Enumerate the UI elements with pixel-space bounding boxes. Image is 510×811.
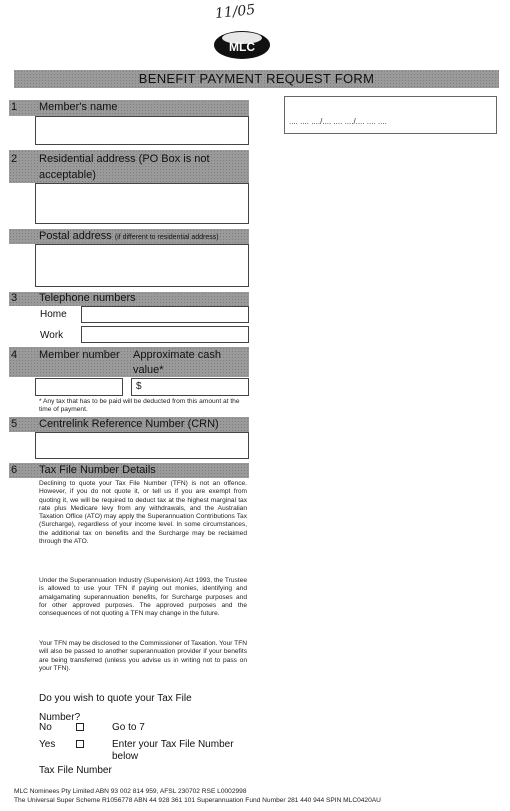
footer-line-2: The Universal Super Scheme R1056778 ABN 44 928 361 101 Superannuation Fund Number 281 440 944 SPIN MLC0420AU (14, 797, 381, 804)
section-2-title: Residential address (PO Box is not acceptable) (39, 153, 210, 181)
yes-action: Enter your Tax File Number below (112, 739, 234, 762)
postal-address-label: Postal address (39, 230, 112, 242)
home-phone-field[interactable] (81, 306, 249, 323)
no-label: No (39, 722, 52, 733)
tfn-paragraph-2: Under the Superannuation Industry (Supervision) Act 1993, the Trustee is allowed to use your TFN if paying out monies, identifying and amalgamating superannuation benefits, for Surcharge purposes and for other approved purposes. The approved purposes and the consequences of not quoting a TFN may change in the future. (39, 577, 247, 618)
work-phone-field[interactable] (81, 326, 249, 343)
member-name-field[interactable] (35, 116, 249, 145)
mlc-logo-text: MLC (229, 40, 255, 54)
tfn-label: Tax File Number (39, 765, 112, 776)
tax-footnote: * Any tax that has to be paid will be deducted from this amount at the time of payment. (39, 398, 240, 413)
tfn-paragraph-1: Declining to quote your Tax File Number (TFN) is not an offence. However, if you do not quote it, or tell us if you are exempt from quoting it, we will be required to deduct tax at the highest marginal tax rate plus Medicare levy from any withdrawals, and the Australian Taxation Office (ATO) may apply the Superannuation Contributions Tax (Surcharge), regardless of your income level. In some circumstances, the additional tax on benefits and the Surcharge may be reclaimed through the ATO. (39, 480, 247, 546)
footer-line-1: MLC Nominees Pty Limited ABN 93 002 814 959, AFSL 230702 RSE L0002998 (14, 788, 247, 795)
section-1-title: Member's name (39, 101, 118, 113)
section-4-number: 4 (11, 349, 18, 361)
yes-label: Yes (39, 739, 56, 750)
date-placeholder: .... .... ..../.... .... ..../.... .... .... (289, 117, 387, 126)
postal-address-note: (if different to residential address) (114, 234, 219, 241)
section-5-title: Centrelink Reference Number (CRN) (39, 418, 219, 430)
section-1-number: 1 (11, 101, 18, 113)
postal-address-title (39, 229, 219, 245)
yes-checkbox[interactable] (76, 740, 84, 748)
section-6-title: Tax File Number Details (39, 464, 156, 476)
section-5-number: 5 (11, 418, 18, 430)
tfn-question: Do you wish to quote your Tax File Number? (39, 693, 192, 723)
form-title: BENEFIT PAYMENT REQUEST FORM (138, 71, 375, 86)
handwritten-note: 11/05 (214, 1, 257, 23)
no-checkbox[interactable] (76, 723, 84, 731)
section-4-title-cash: Approximate cash value* (133, 349, 222, 376)
work-label: Work (40, 330, 64, 341)
section-3-title: Telephone numbers (39, 292, 136, 304)
residential-address-field[interactable] (35, 183, 249, 224)
cash-value-field[interactable] (131, 378, 249, 396)
home-label: Home (40, 309, 67, 320)
section-6-number: 6 (11, 464, 18, 476)
postal-address-field[interactable] (35, 244, 249, 287)
tfn-paragraph-3: Your TFN may be disclosed to the Commissioner of Taxation. Your TFN will also be passed to another superannuation provider if your benefits are being transferred (unless you advise us in writing not to pass on your TFN). (39, 640, 247, 672)
mlc-logo (212, 27, 272, 63)
crn-field[interactable] (35, 432, 249, 459)
section-2-number: 2 (11, 153, 18, 165)
section-4-title-member: Member number (39, 349, 120, 361)
date-box[interactable] (284, 96, 497, 134)
member-number-field[interactable] (35, 378, 123, 396)
no-action: Go to 7 (112, 722, 145, 733)
section-3-number: 3 (11, 292, 18, 304)
currency-symbol: $ (136, 381, 142, 392)
